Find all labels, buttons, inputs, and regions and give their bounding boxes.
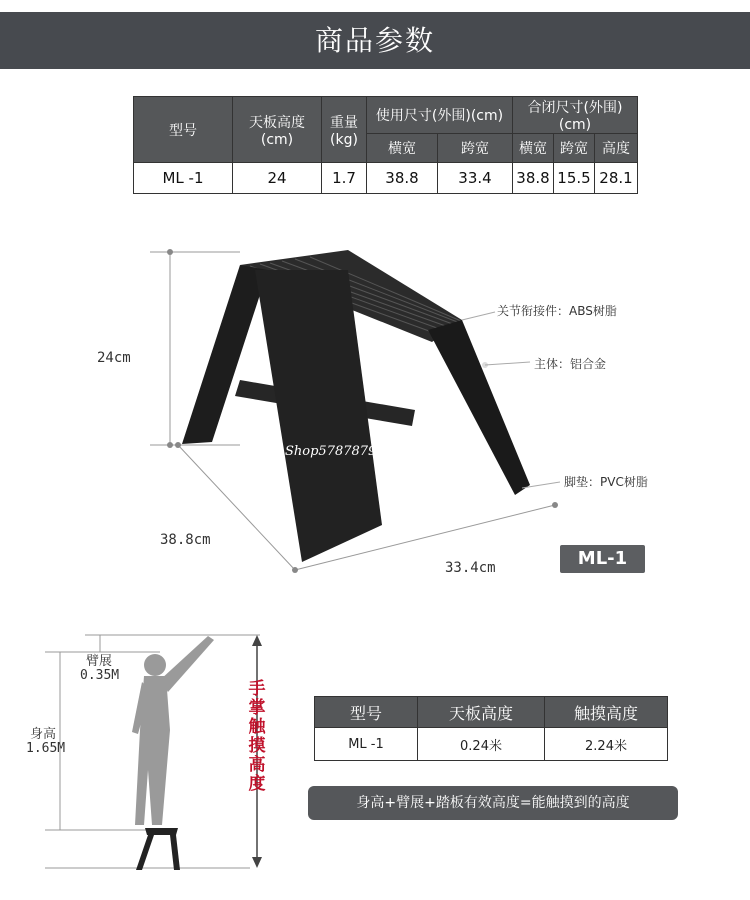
spec-header-use-span: 跨宽 [438, 134, 513, 163]
touch-touch-height: 2.24米 [545, 728, 668, 761]
width-dimension-label: 38.8cm [160, 532, 211, 548]
spec-top-height: 24 [233, 163, 322, 194]
formula-banner: 身高+臂展+踏板有效高度=能触摸到的高度 [308, 786, 678, 820]
touch-top-height: 0.24米 [418, 728, 545, 761]
touch-row [315, 728, 668, 761]
spec-weight: 1.7 [322, 163, 367, 194]
spec-header-weight-label: 重量 [330, 114, 358, 131]
spec-row [134, 163, 638, 194]
spec-closed-span: 15.5 [554, 163, 595, 194]
spec-header-top-height-label: 天板高度 [249, 114, 305, 131]
spec-model: ML -1 [134, 163, 233, 194]
spec-header-model: 型号 [134, 97, 233, 163]
spec-use-span: 33.4 [438, 163, 513, 194]
watermark: Shop5787879 Store [285, 444, 417, 459]
touch-model: ML -1 [315, 728, 418, 761]
touch-header-touch-height: 触摸高度 [545, 697, 668, 728]
spec-header-top-height-unit: (cm) [260, 131, 294, 148]
reach-figure [40, 620, 280, 880]
spec-closed-width: 38.8 [513, 163, 554, 194]
spec-header-use-size: 使用尺寸(外围)(cm) [367, 97, 513, 134]
model-badge: ML-1 [560, 545, 645, 573]
spec-header-closed-size: 合闭尺寸(外围)(cm) [513, 97, 638, 134]
depth-dimension-label: 33.4cm [445, 560, 496, 576]
touch-header-model: 型号 [315, 697, 418, 728]
arm-span-value: 0.35M [80, 668, 120, 683]
spec-header-closed-width: 横宽 [513, 134, 554, 163]
spec-header-weight-unit: (kg) [330, 131, 358, 148]
spec-header-top-height [233, 97, 322, 163]
touch-height-table [314, 696, 668, 761]
body-height-label: 身高 [30, 727, 57, 742]
height-dimension-label: 24cm [97, 350, 131, 366]
spec-table [133, 96, 638, 194]
touch-height-vertical-title: 手 掌 触 摸 高 度 [248, 679, 266, 794]
page-title: 商品参数 [0, 12, 750, 69]
spec-use-width: 38.8 [367, 163, 438, 194]
arm-span-label: 臂展 [86, 654, 113, 669]
spec-header-weight [322, 97, 367, 163]
callout-body: 主体：铝合金 [534, 357, 607, 371]
touch-header-top-height: 天板高度 [418, 697, 545, 728]
callout-foot: 脚垫：PVC树脂 [564, 475, 648, 489]
spec-closed-height: 28.1 [595, 163, 638, 194]
spec-header-use-width: 横宽 [367, 134, 438, 163]
spec-header-closed-height: 高度 [595, 134, 638, 163]
spec-header-closed-span: 跨宽 [554, 134, 595, 163]
callout-joint: 关节衔接件：ABS树脂 [497, 304, 617, 318]
body-height-value: 1.65M [26, 741, 66, 756]
